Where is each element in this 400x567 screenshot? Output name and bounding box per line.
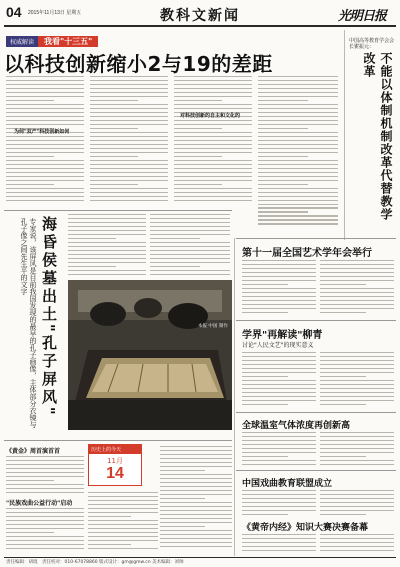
bottom-headline-1: 中国戏曲教育联盟成立	[242, 479, 333, 489]
xuebao-subhead: 讨论"人民文艺"的现实意义	[242, 342, 314, 349]
briefs-rule	[4, 440, 232, 441]
bottom-headline-2: 《黄帝内经》知识大赛决赛备幕	[242, 523, 369, 533]
vertical-story-col-1	[68, 214, 146, 278]
date-badge	[88, 444, 142, 486]
indoor-col-2	[320, 432, 394, 468]
bottom-2-col-1	[242, 534, 316, 554]
footer-credits: 责任编辑：胡琨 责任校对：010-67078860 版式设计：gm@gmw.cn 美术编辑：刘帅	[6, 560, 184, 565]
bottom-1-col-1	[242, 490, 316, 518]
section-title: 教科文新闻	[160, 8, 240, 24]
conference-headline: 第十一届全国艺术学年会举行	[242, 248, 372, 259]
screen-photo	[68, 280, 232, 430]
lead-col-1	[6, 76, 84, 204]
lead-col-2	[90, 76, 168, 204]
vertical-story-rule	[4, 210, 232, 211]
masthead	[0, 0, 400, 28]
xuebao-col-2	[320, 352, 394, 408]
indoor-headline: 全球温室气体浓度再创新高	[242, 421, 351, 431]
brief-title-1: 《黄金》周首演首首	[6, 448, 61, 455]
lead-subhead-2: 对科技创新的自主和文化的	[180, 113, 241, 119]
main-col-rule	[234, 238, 235, 556]
date-month: 11月	[107, 457, 123, 465]
page-number: 04	[6, 4, 22, 20]
brief-2-text	[6, 508, 84, 552]
kicker-title: 我看"十三五"	[38, 36, 98, 47]
bottom-right-rule	[236, 470, 396, 471]
vertical-headline-box	[4, 214, 64, 432]
museum-screen-illustration	[68, 280, 232, 430]
xuebao-headline: 学界"再解读"柳青	[242, 330, 323, 341]
xuebao-col-1	[242, 352, 316, 408]
bottom-1-col-2	[320, 490, 394, 518]
vertical-headline: 海昏侯墓出土"孔子屏风"	[40, 216, 58, 418]
xuebao-rule	[236, 320, 396, 321]
right-headline-text: 不能以体制机制改革代替教学改革	[362, 52, 393, 221]
lead-subhead: 为何"双产"科技创新如何	[14, 129, 70, 135]
indoor-col-1	[242, 432, 316, 468]
right-col-rule	[344, 30, 345, 240]
indoor-rule	[236, 412, 396, 413]
photo-caption: 本报 中国 制作	[198, 324, 228, 329]
conference-rule	[236, 238, 396, 239]
brief-1-text	[6, 456, 84, 496]
lead-headline: 以科技创新缩小2与19的差距	[4, 52, 273, 76]
vertical-subhead: 专家说，该屏风是目前我国发现的最早的孔子画像，主体部分衣镜与孔子像之间先生平的文字	[20, 218, 37, 428]
kicker-label: 权威解读	[6, 36, 38, 47]
date-day: 14	[106, 465, 124, 482]
conference-col-2	[320, 260, 394, 316]
masthead-rule	[4, 25, 396, 27]
paper-logo: 光明日报	[338, 9, 387, 24]
history-col-2	[160, 446, 232, 550]
lead-col-3	[174, 76, 252, 204]
date-label: 历史上的今天	[89, 445, 141, 454]
conference-col-1	[242, 260, 316, 316]
lead-kicker	[6, 36, 98, 47]
issue-date: 2015年11月13日 星期五	[28, 10, 82, 16]
right-headline	[349, 52, 397, 232]
bottom-2-col-2	[320, 534, 394, 554]
lead-col-4	[258, 76, 338, 227]
footer-rule	[4, 557, 396, 558]
history-col-1	[88, 492, 158, 552]
brief-title-2: "民族戏曲公益行动"启动	[6, 500, 73, 507]
vertical-story-col-2	[150, 214, 230, 278]
right-kicker: 中国高等教育学会会长瞿振元：	[349, 38, 395, 50]
